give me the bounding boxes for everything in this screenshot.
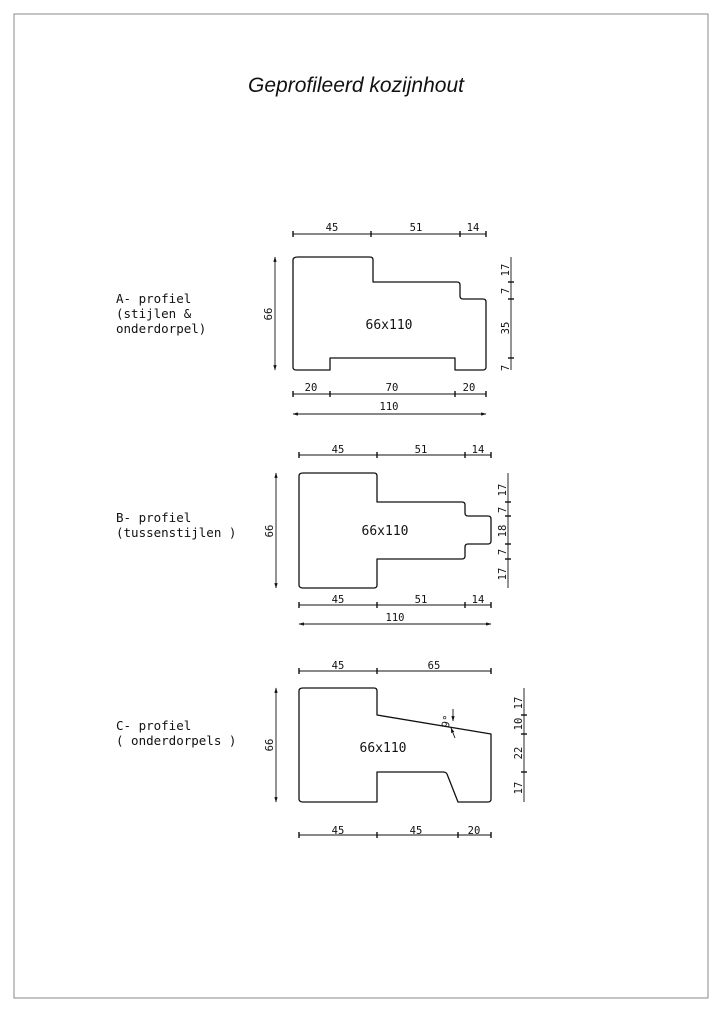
profile-c-label-line-1: C- profiel: [116, 718, 192, 733]
profile-b-size-label: 66x110: [361, 524, 409, 539]
profile-c-label-line-2: ( onderdorpels ): [116, 733, 237, 748]
profile-b-height-dim: 66: [264, 524, 276, 538]
profile-a-top-dim-1: 45: [325, 222, 339, 234]
profile-a-right-dim-3: 35: [500, 321, 512, 335]
profile-a-label-line-1: A- profiel: [116, 291, 192, 306]
profile-b-label-line-2: (tussenstijlen ): [116, 525, 237, 540]
profile-c-height-dim: 66: [264, 738, 276, 752]
profile-a-size-label: 66x110: [365, 318, 413, 333]
drawing-title: Geprofileerd kozijnhout: [248, 74, 464, 97]
profile-a-right-dim-4: 7: [500, 364, 512, 372]
profile-b-right-dim-1: 17: [497, 483, 509, 497]
profile-c-bottom-dim-1: 45: [331, 825, 345, 837]
profile-c-top-dim-1: 45: [331, 660, 345, 672]
profile-c: [116, 660, 527, 838]
profile-b-right-dim-2: 7: [497, 506, 509, 514]
profile-b-right-dim-5: 17: [497, 567, 509, 581]
profile-b-label-line-1: B- profiel: [116, 510, 192, 525]
profile-a-top-dim-2: 51: [409, 222, 423, 234]
profile-a-total-dim: 110: [379, 401, 399, 413]
profile-a-label-line-3: onderdorpel): [116, 321, 207, 336]
profile-b-total-dim: 110: [385, 612, 405, 624]
profile-c-top-dim-2: 65: [427, 660, 441, 672]
profile-b-top-dim-1: 45: [331, 444, 345, 456]
profile-b-right-dim-3: 18: [497, 524, 509, 538]
profile-b: [116, 444, 511, 624]
profile-a-height-dim: 66: [263, 307, 275, 321]
profile-c-right-dim-2: 10: [513, 717, 525, 731]
profile-b-bottom-dim-3: 14: [471, 594, 485, 606]
profile-a-right-dim-2: 7: [500, 287, 512, 295]
profile-a-label-line-2: (stijlen &: [116, 306, 192, 321]
profile-a-bottom-dim-1: 20: [304, 382, 318, 394]
profile-b-bottom-dim-1: 45: [331, 594, 345, 606]
profile-c-right-dim-3: 22: [513, 746, 525, 760]
profile-a-bottom-dim-2: 70: [385, 382, 399, 394]
profile-c-right-dim-4: 17: [513, 781, 525, 795]
profile-b-top-dim-3: 14: [471, 444, 485, 456]
profile-a-bottom-dim-3: 20: [462, 382, 476, 394]
profile-c-size-label: 66x110: [359, 741, 407, 756]
profile-c-angle-arrow-bottom: [451, 728, 455, 738]
profile-b-bottom-dim-2: 51: [414, 594, 428, 606]
profile-a-outline: [293, 257, 486, 370]
profile-c-right-dim-1: 17: [513, 696, 525, 710]
profile-c-angle-label: 9°: [439, 713, 455, 729]
profile-b-top-dim-2: 51: [414, 444, 428, 456]
profile-b-right-dim-4: 7: [497, 548, 509, 556]
profile-a: [116, 222, 514, 414]
profile-c-bottom-dim-2: 45: [409, 825, 423, 837]
profile-a-right-dim-1: 17: [500, 263, 512, 277]
sheet-border: [14, 14, 708, 998]
profile-c-bottom-dim-3: 20: [467, 825, 481, 837]
profile-a-top-dim-3: 14: [466, 222, 480, 234]
